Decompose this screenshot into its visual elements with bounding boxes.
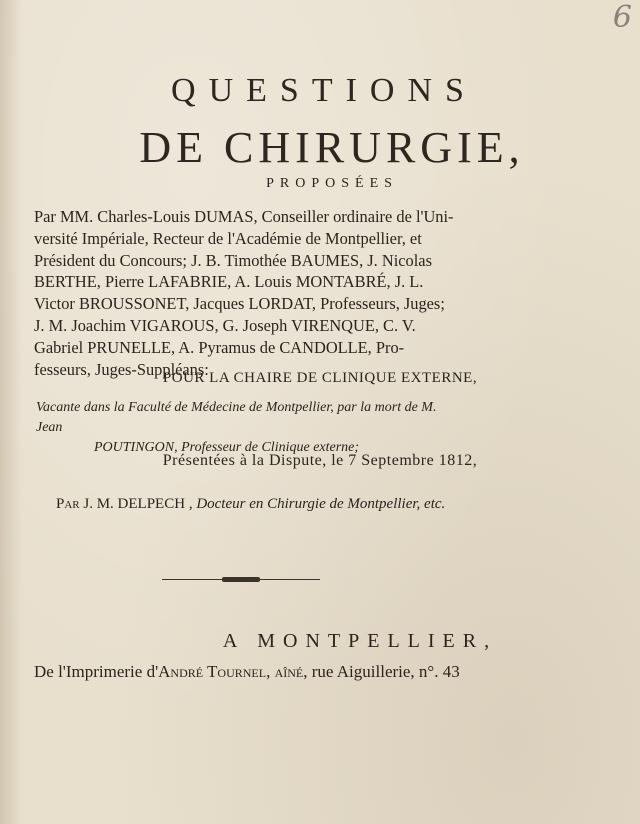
corner-pencil-mark: 6 (612, 0, 632, 35)
imprint-city: A MONTPELLIER, (222, 630, 498, 652)
author-par: Par (56, 496, 80, 512)
title-proposees: PROPOSÉES (266, 176, 398, 191)
paragraph-line: versité Impériale, Recteur de l'Académie de Montpellier, et (34, 228, 422, 248)
paragraph-line: fesseurs, Juges-Suppléans: (34, 359, 209, 379)
imprint-address: , rue Aiguillerie, n°. 43 (303, 662, 460, 681)
decorative-rule (162, 577, 320, 582)
committee-paragraph (34, 206, 454, 380)
vacancy-line-1: Vacante dans la Faculté de Médecine de Montpellier, par la mort de M. Jean (36, 400, 437, 435)
paragraph-line: Par MM. Charles-Louis DUMAS, Conseiller ordinaire de l'Uni- (34, 207, 454, 226)
printer-aine: aîné (274, 662, 304, 681)
imprint-printer (34, 662, 640, 682)
paragraph-line: Victor BROUSSONET, Jacques LORDAT, Professeurs, Juges; (34, 294, 445, 314)
author-title: , Docteur en Chirurgie de Montpellier, etc. (188, 496, 446, 512)
chair-heading: POUR LA CHAIRE DE CLINIQUE EXTERNE, (162, 370, 478, 386)
author-line (56, 496, 640, 513)
paragraph-line: BERTHE, Pierre LAFABRIE, A. Louis MONTABRÉ, J. L. (34, 272, 424, 292)
title-line-1: QUESTIONS (171, 72, 477, 109)
author-name: J. M. DELPECH (83, 496, 186, 512)
vacancy-note (36, 398, 456, 458)
imprint-prefix: De l'Imprimerie d' (34, 662, 159, 681)
paragraph-line: Gabriel PRUNELLE, A. Pyramus de CANDOLLE, Pro- (34, 337, 405, 357)
paragraph-line: Président du Concours; J. B. Timothée BAUMES, J. Nicolas (34, 250, 432, 270)
imprint-comma: , (266, 662, 275, 681)
presentation-date: Présentées à la Dispute, le 7 Septembre 1812, (162, 452, 478, 469)
printer-name: André Tournel (158, 662, 267, 681)
title-line-2: DE CHIRURGIE, (139, 123, 525, 172)
vacancy-line-2: POUTINGON, Professeur de Clinique externe; (94, 440, 360, 455)
paragraph-line: J. M. Joachim VIGAROUS, G. Joseph VIRENQUE, C. V. (34, 315, 416, 335)
rule-thick (222, 577, 260, 582)
